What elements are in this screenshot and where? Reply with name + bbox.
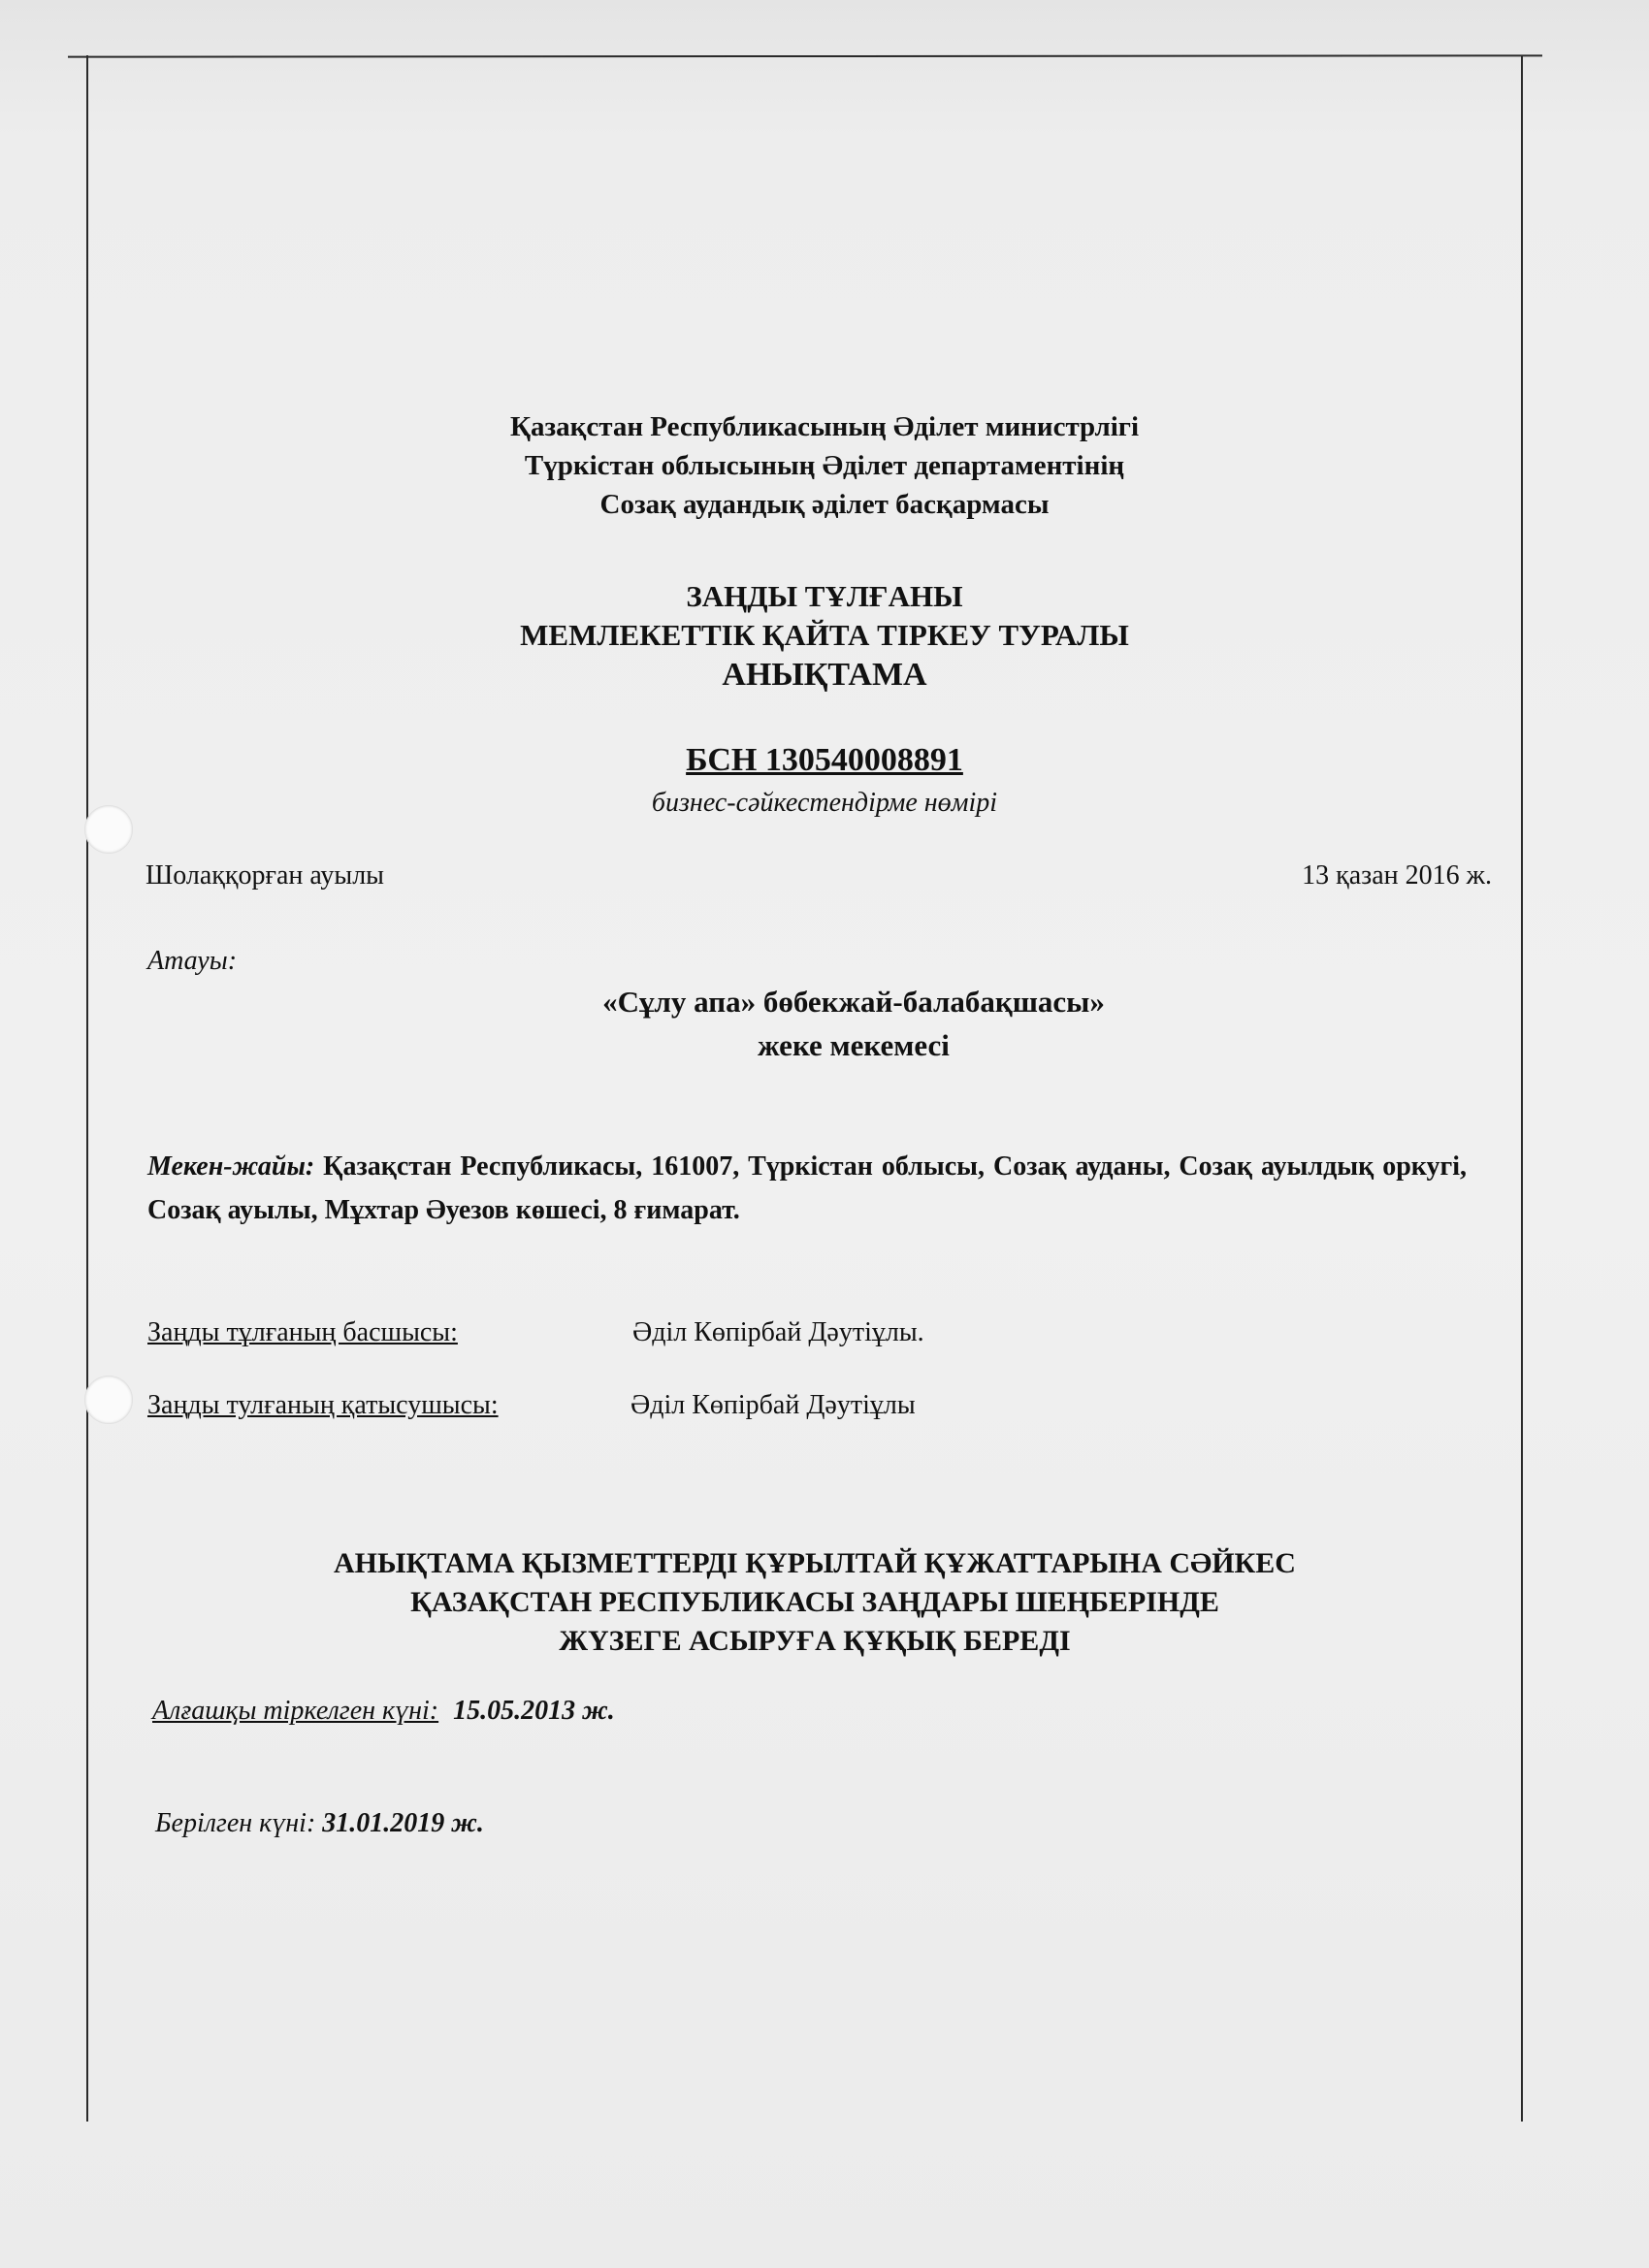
first-registration-value: 15.05.2013 ж. <box>453 1696 615 1726</box>
entity-name-line-2: жеке мекемесі <box>758 1028 950 1062</box>
entity-name-line-1: «Сұлу апа» бөбекжай-балабақшасы» <box>602 985 1105 1019</box>
authority-line-3: Созақ аудандық әділет басқармасы <box>599 489 1050 520</box>
issued-date <box>155 1808 484 1839</box>
head-value: Әділ Көпірбай Дәутіұлы. <box>632 1317 924 1347</box>
title-line-1: ЗАҢДЫ ТҰЛҒАНЫ <box>686 579 963 613</box>
rights-notice <box>136 1544 1494 1661</box>
entity-name <box>175 980 1533 1067</box>
punch-hole-bottom <box>84 1376 133 1424</box>
address-label: Мекен-жайы: <box>147 1151 315 1182</box>
name-label: Атауы: <box>147 946 238 976</box>
bin-caption: бизнес-сәйкестендірме нөмірі <box>651 788 998 818</box>
authority-line-1: Қазақстан Республикасының Әділет министрлігі <box>509 411 1140 442</box>
issued-value: 31.01.2019 ж. <box>322 1808 484 1838</box>
title-line-3: АНЫҚТАМА <box>722 657 927 693</box>
bin-number: БСН 130540008891 <box>686 742 963 778</box>
issue-date: 13 қазан 2016 ж. <box>1302 860 1492 891</box>
frame-right-border <box>1521 55 1523 2122</box>
notice-line-2: ҚАЗАҚСТАН РЕСПУБЛИКАСЫ ЗАҢДАРЫ ШЕҢБЕРІНДЕ <box>410 1586 1219 1618</box>
address-text: Қазақстан Республикасы, 161007, Түркістан облысы, Созақ ауданы, Созақ ауылдық оркугі, Созақ ауылы, Мұхтар Әуезов көшесі, 8 ғимарат. <box>147 1151 1468 1225</box>
participant-label: Заңды тулғаның қатысушысы: <box>147 1390 499 1420</box>
document-title <box>146 577 1504 696</box>
issued-label: Берілген күні: <box>155 1808 316 1838</box>
notice-line-3: ЖҮЗЕГЕ АСЫРУҒА ҚҰҚЫҚ БЕРЕДІ <box>559 1625 1071 1657</box>
head-label: Заңды тұлғаның басшысы: <box>147 1317 458 1347</box>
first-registration-label: Алғашқы тіркелген күні: <box>152 1696 439 1726</box>
issue-place: Шолаққорған ауылы <box>146 860 384 891</box>
punch-hole-top <box>84 805 133 854</box>
authority-header <box>146 407 1504 524</box>
frame-left-border <box>86 55 88 2122</box>
frame-top-border <box>68 54 1542 57</box>
notice-line-1: АНЫҚТАМА ҚЫЗМЕТТЕРДІ ҚҰРЫЛТАЙ ҚҰЖАТТАРЫНА СӘЙКЕС <box>334 1547 1296 1579</box>
title-line-2: МЕМЛЕКЕТТІК ҚАЙТА ТІРКЕУ ТУРАЛЫ <box>520 618 1129 652</box>
authority-line-2: Түркістан облысының Әділет департаментінің <box>524 450 1125 481</box>
address-block <box>147 1145 1467 1232</box>
participant-value: Әділ Көпірбай Дәутіұлы <box>630 1390 916 1420</box>
first-registration <box>152 1696 615 1727</box>
